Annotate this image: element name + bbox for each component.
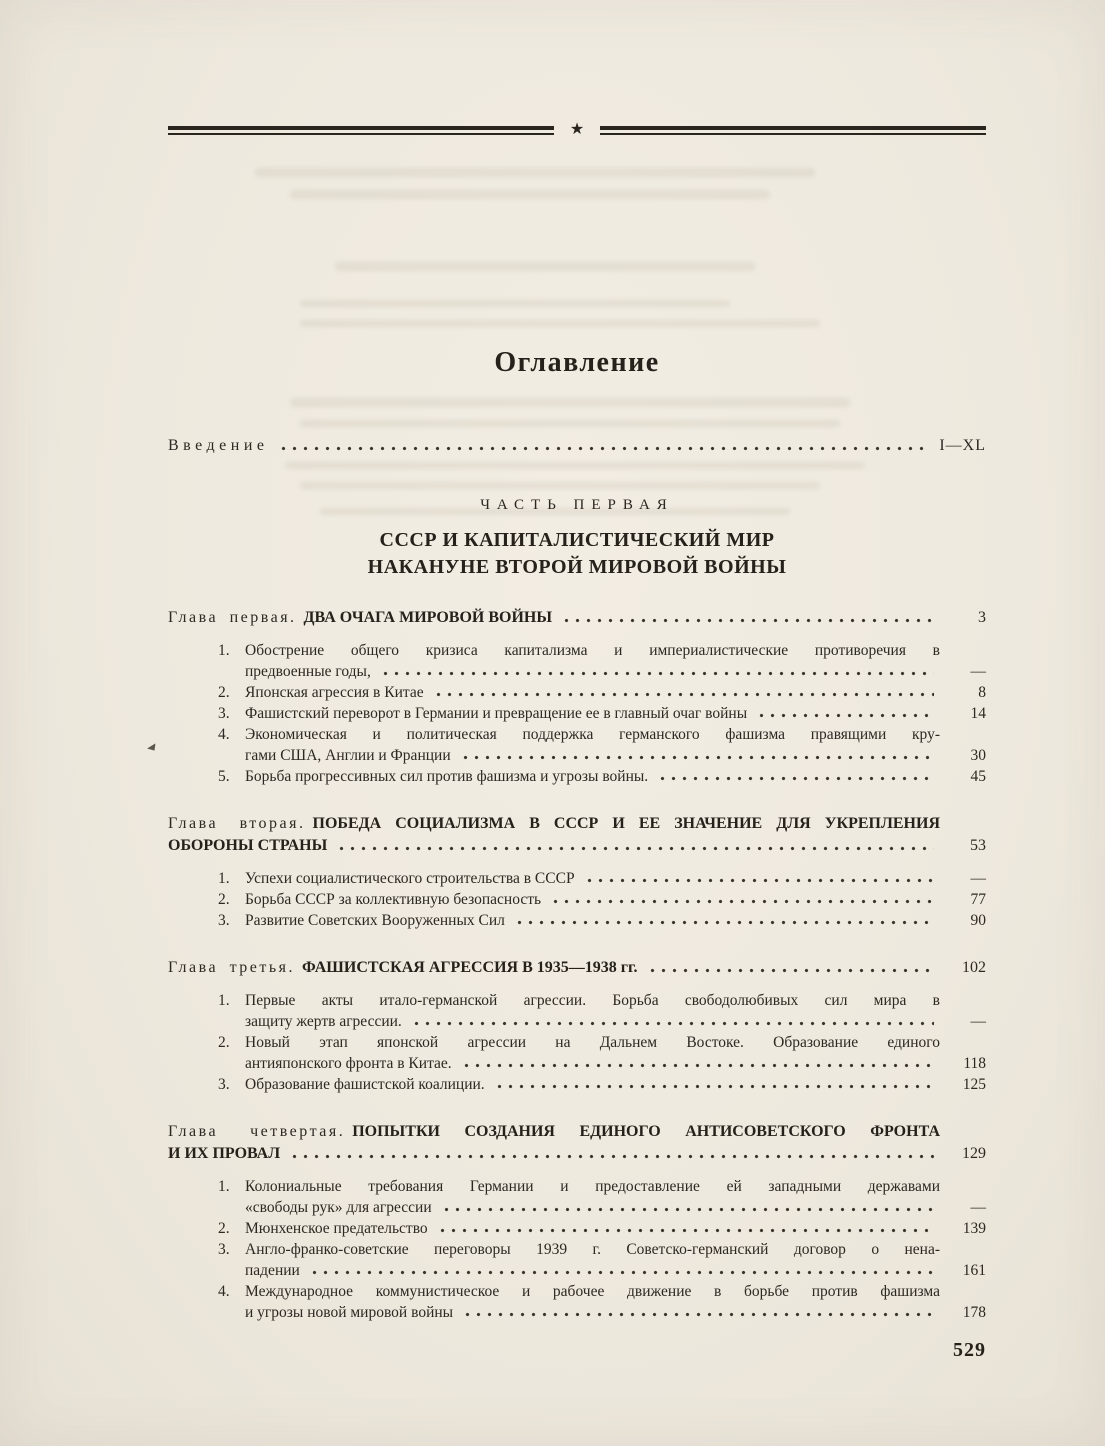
chapter-label: Глава четвертая. — [168, 1123, 346, 1140]
chapter-page: 102 — [962, 959, 986, 976]
item-last-line — [245, 703, 986, 724]
item-last-line — [245, 682, 986, 703]
item-number: 2. — [218, 1034, 230, 1051]
toc-content — [168, 0, 986, 1362]
chapter-heading-text — [168, 607, 552, 629]
dot-leader — [462, 1302, 934, 1323]
item-page: — — [970, 870, 986, 887]
dot-leader — [514, 910, 934, 931]
item-text: Первые акты итало-германской агрессии. Борьба свободолюбивых сил мира в — [245, 992, 940, 1009]
toc-item — [168, 640, 986, 682]
item-page: 8 — [978, 684, 986, 701]
top-rule — [168, 121, 986, 138]
item-text: Успехи социалистического строительства в СССР — [245, 870, 575, 887]
intro-page: I—XL — [939, 437, 986, 454]
part-title — [168, 527, 986, 581]
item-text: гами США, Англии и Франции — [245, 747, 451, 764]
item-number: 4. — [218, 726, 230, 743]
ink-speck — [147, 743, 157, 751]
item-text: падении — [245, 1262, 300, 1279]
item-last-line — [245, 868, 986, 889]
item-text: Англо-франко-советские переговоры 1939 г. Советско-германский договор о нена- — [245, 1241, 940, 1258]
chapter-items — [168, 868, 986, 931]
item-page: 125 — [962, 1076, 986, 1093]
chapter — [168, 813, 986, 931]
chapter-heading-line2 — [168, 835, 986, 857]
toc-item — [168, 1176, 986, 1218]
toc-item — [168, 868, 986, 889]
page-title: Оглавление — [494, 347, 660, 378]
chapter-title: ПОПЫТКИ СОЗДАНИЯ ЕДИНОГО АНТИСОВЕТСКОГО ФРОНТА — [352, 1123, 940, 1140]
toc-item — [168, 990, 986, 1032]
dot-leader — [336, 835, 934, 857]
item-number: 4. — [218, 1283, 230, 1300]
rule-left-segment — [168, 126, 554, 135]
item-number: 2. — [218, 891, 230, 908]
item-text: Экономическая и политическая поддержка германского фашизма правящими кру- — [245, 726, 940, 743]
item-page: — — [970, 663, 986, 680]
dot-leader — [461, 1053, 934, 1074]
item-text: защиту жертв агрессии. — [245, 1013, 402, 1030]
item-text: Японская агрессия в Китае — [245, 684, 424, 701]
item-last-line — [245, 1197, 986, 1218]
item-text: предвоенные годы, — [245, 663, 371, 680]
toc-item — [168, 910, 986, 931]
item-page: 139 — [962, 1220, 986, 1237]
item-text: Образование фашистской коалиции. — [245, 1076, 485, 1093]
item-number: 3. — [218, 1241, 230, 1258]
item-last-line — [245, 1074, 986, 1095]
rule-right-segment — [600, 126, 986, 135]
item-last-line — [245, 766, 986, 787]
chapter-heading — [168, 813, 940, 835]
page-number: 529 — [953, 1339, 986, 1361]
chapter-items — [168, 640, 986, 787]
item-page: 77 — [970, 891, 986, 908]
intro-row — [168, 435, 986, 457]
toc-item — [168, 703, 986, 724]
item-text: Фашистский переворот в Германии и превращение ее в главный очаг войны — [245, 705, 748, 722]
dot-leader — [494, 1074, 934, 1095]
toc-item — [168, 1281, 986, 1323]
item-text: Международное коммунистическое и рабочее движение в борьбе против фашизма — [245, 1283, 940, 1300]
dot-leader — [561, 607, 934, 629]
chapter-items — [168, 990, 986, 1095]
toc-item — [168, 682, 986, 703]
chapter-items — [168, 1176, 986, 1323]
dot-leader — [441, 1197, 934, 1218]
toc-item — [168, 766, 986, 787]
chapter-heading — [168, 957, 986, 979]
item-page: — — [970, 1199, 986, 1216]
chapter-title: ОБОРОНЫ СТРАНЫ — [168, 837, 328, 854]
chapter-page: 129 — [962, 1145, 986, 1162]
item-last-line — [245, 1260, 986, 1281]
item-text: «свободы рук» для агрессии — [245, 1199, 432, 1216]
chapter-heading-line2 — [168, 1143, 986, 1165]
dot-leader — [278, 435, 925, 457]
dot-leader — [460, 745, 934, 766]
chapter-title: И ИХ ПРОВАЛ — [168, 1145, 281, 1162]
item-last-line — [245, 1302, 986, 1323]
item-text: и угрозы новой мировой войны — [245, 1304, 454, 1321]
toc-item — [168, 889, 986, 910]
chapter-label: Глава первая. — [168, 609, 297, 626]
item-text: антияпонского фронта в Китае. — [245, 1055, 452, 1072]
item-text: Борьба прогрессивных сил против фашизма и угрозы войны. — [245, 768, 649, 785]
chapter-heading — [168, 1121, 940, 1143]
item-number: 5. — [218, 768, 230, 785]
item-number: 1. — [218, 642, 230, 659]
item-text: Обострение общего кризиса капитализма и империалистические противоречия в — [245, 642, 940, 659]
item-text: Борьба СССР за коллективную безопасность — [245, 891, 542, 908]
dot-leader — [647, 957, 935, 979]
item-last-line — [245, 745, 986, 766]
dot-leader — [433, 682, 934, 703]
item-page: 45 — [970, 768, 986, 785]
dot-leader — [437, 1218, 934, 1239]
item-number: 1. — [218, 870, 230, 887]
dot-leader — [550, 889, 934, 910]
toc-item — [168, 1239, 986, 1281]
toc-item — [168, 1218, 986, 1239]
part-title-line2: НАКАНУНЕ ВТОРОЙ МИРОВОЙ ВОЙНЫ — [367, 556, 787, 578]
item-number: 1. — [218, 1178, 230, 1195]
item-number: 3. — [218, 912, 230, 929]
chapter-page: 53 — [970, 837, 986, 854]
toc-item — [168, 1074, 986, 1095]
chapter-heading-text — [168, 957, 638, 979]
dot-leader — [411, 1011, 934, 1032]
chapter-title: ПОБЕДА СОЦИАЛИЗМА В СССР И ЕЕ ЗНАЧЕНИЕ ДЛЯ УКРЕПЛЕНИЯ — [312, 815, 941, 832]
item-number: 3. — [218, 705, 230, 722]
item-number: 1. — [218, 992, 230, 1009]
chapter-title: ФАШИСТСКАЯ АГРЕССИЯ В 1935—1938 гг. — [302, 959, 638, 976]
item-number: 3. — [218, 1076, 230, 1093]
chapter — [168, 607, 986, 787]
item-last-line — [245, 889, 986, 910]
chapter-label: Глава вторая. — [168, 815, 306, 832]
item-page: 14 — [970, 705, 986, 722]
chapter-heading — [168, 607, 986, 629]
item-page: 178 — [962, 1304, 986, 1321]
part-kicker: ЧАСТЬ ПЕРВАЯ — [480, 497, 674, 513]
dot-leader — [380, 661, 934, 682]
chapter-page: 3 — [978, 609, 986, 626]
toc-item — [168, 724, 986, 766]
item-last-line — [245, 910, 986, 931]
chapters — [168, 607, 986, 1323]
dot-leader — [584, 868, 934, 889]
intro-label: Введение — [168, 437, 269, 454]
item-text: Колониальные требования Германии и предоставление ей западными державами — [245, 1178, 940, 1195]
item-last-line — [245, 1053, 986, 1074]
item-text: Развитие Советских Вооруженных Сил — [245, 912, 505, 929]
chapter-title: ДВА ОЧАГА МИРОВОЙ ВОЙНЫ — [303, 609, 553, 626]
star-icon: ★ — [569, 121, 585, 138]
item-page: — — [970, 1013, 986, 1030]
item-page: 90 — [970, 912, 986, 929]
chapter-label: Глава третья. — [168, 959, 296, 976]
item-text: Новый этап японской агрессии на Дальнем Востоке. Образование единого — [245, 1034, 940, 1051]
part-title-line1: СССР И КАПИТАЛИСТИЧЕСКИЙ МИР — [379, 529, 775, 551]
item-number: 2. — [218, 684, 230, 701]
dot-leader — [289, 1143, 934, 1165]
item-last-line — [245, 661, 986, 682]
toc-item — [168, 1032, 986, 1074]
item-page: 118 — [963, 1055, 986, 1072]
chapter — [168, 1121, 986, 1323]
chapter — [168, 957, 986, 1095]
item-page: 161 — [962, 1262, 986, 1279]
item-text: Мюнхенское предательство — [245, 1220, 428, 1237]
item-last-line — [245, 1011, 986, 1032]
dot-leader — [756, 703, 934, 724]
item-number: 2. — [218, 1220, 230, 1237]
item-page: 30 — [970, 747, 986, 764]
dot-leader — [657, 766, 934, 787]
item-last-line — [245, 1218, 986, 1239]
dot-leader — [309, 1260, 934, 1281]
